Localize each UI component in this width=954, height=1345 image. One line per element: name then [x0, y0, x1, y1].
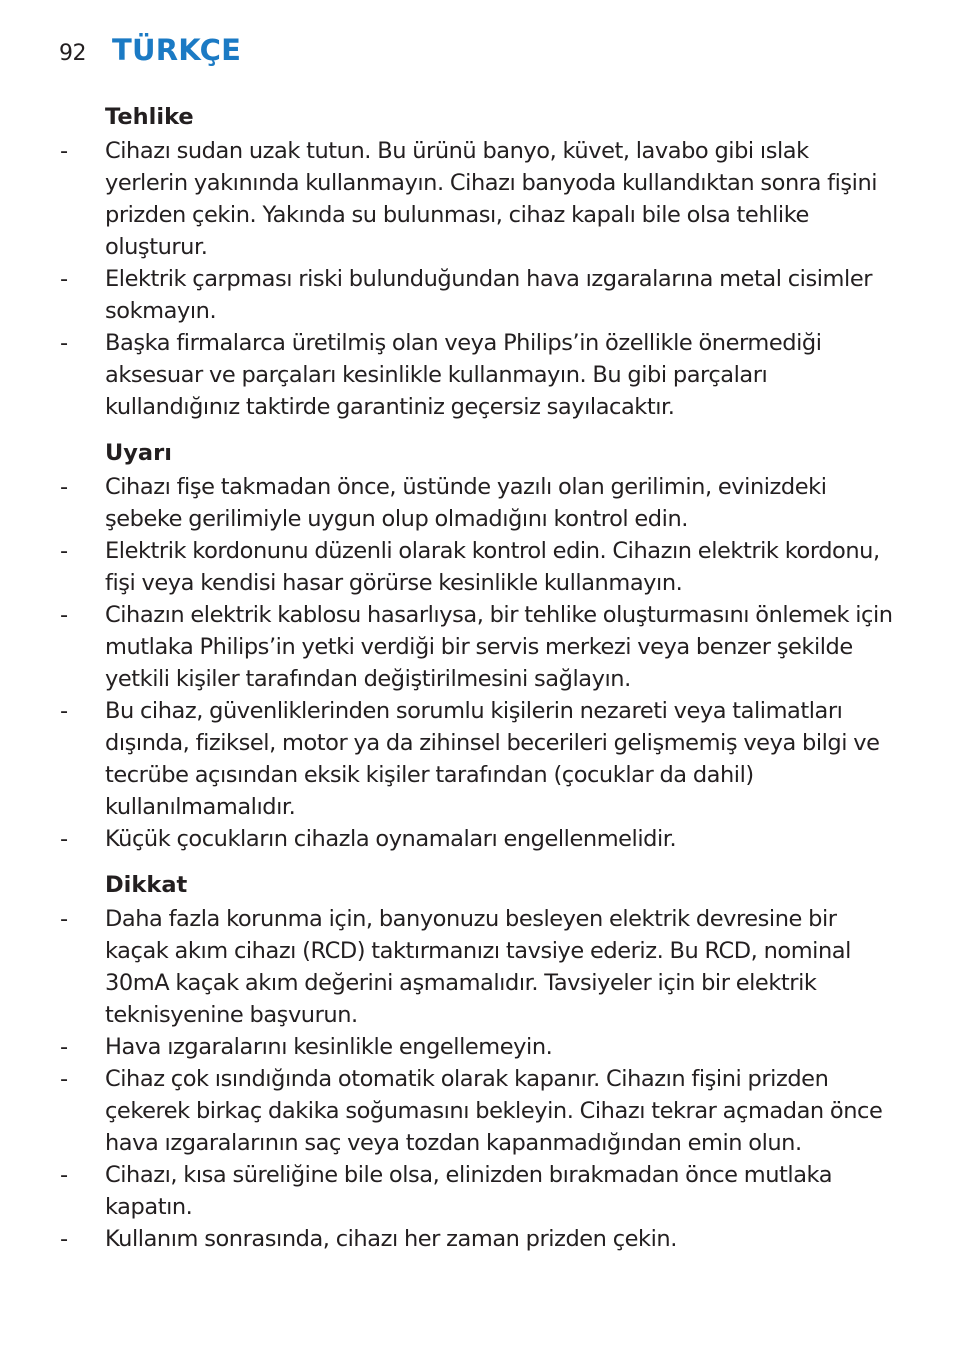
bullet-dash: -: [60, 266, 68, 292]
list-item-text: Başka firmalarca üretilmiş olan veya Philips’in özellikle önermediği aksesuar ve parçaları kesinlikle kullanmayın. Bu gibi parçaları kullandığınız taktirde garantiniz geçersiz sayılacaktır.: [105, 330, 822, 420]
language-title: TÜRKÇE: [112, 33, 242, 67]
safety-content: [0, 101, 954, 1269]
list-item-text: Cihazı fişe takmadan önce, üstünde yazılı olan gerilimin, evinizdeki şebeke gerilimiyle uygun olup olmadığını kontrol edin.: [105, 474, 827, 532]
bullet-dash: -: [60, 826, 68, 852]
bullet-dash: -: [60, 474, 68, 500]
list-item: [0, 599, 954, 695]
bullet-dash: -: [60, 906, 68, 932]
list-item-text: Daha fazla korunma için, banyonuzu besleyen elektrik devresine bir kaçak akım cihazı (RCD) taktırmanızı tavsiye ederiz. Bu RCD, nominal 30mA kaçak akım değerini aşmamalıdır. Tavsiyeler için bir elektrik teknisyenine başvurun.: [105, 906, 851, 1028]
section-dikkat: [0, 869, 954, 1255]
list-item-text: Hava ızgaralarını kesinlikle engellemeyin.: [105, 1034, 553, 1060]
page-number: 92: [59, 41, 86, 66]
section-heading: Dikkat: [105, 872, 188, 898]
list-item-text: Elektrik çarpması riski bulunduğundan hava ızgaralarına metal cisimler sokmayın.: [105, 266, 873, 324]
section-heading: Tehlike: [105, 104, 194, 130]
list-item-text: Cihazı, kısa süreliğine bile olsa, elinizden bırakmadan önce mutlaka kapatın.: [105, 1162, 833, 1220]
list-item: [0, 535, 954, 599]
bullet-dash: -: [60, 330, 68, 356]
list-item: [0, 263, 954, 327]
bullet-dash: -: [60, 1226, 68, 1252]
list-item: [0, 903, 954, 1031]
list-item: [0, 1159, 954, 1223]
section-heading: Uyarı: [105, 440, 172, 466]
bullet-dash: -: [60, 138, 68, 164]
bullet-dash: -: [60, 602, 68, 628]
bullet-dash: -: [60, 1066, 68, 1092]
list-item: [0, 1063, 954, 1159]
list-item-text: Kullanım sonrasında, cihazı her zaman prizden çekin.: [105, 1226, 677, 1252]
list-item: [0, 695, 954, 823]
list-item-text: Cihaz çok ısındığında otomatik olarak kapanır. Cihazın fişini prizden çekerek birkaç dakika soğumasını bekleyin. Cihazı tekrar açmadan önce hava ızgaralarının saç veya tozdan kapanmadığından emin olun.: [105, 1066, 883, 1156]
list-item: [0, 135, 954, 263]
bullet-dash: -: [60, 1162, 68, 1188]
section-uyari: [0, 437, 954, 855]
bullet-dash: -: [60, 538, 68, 564]
list-item-text: Bu cihaz, güvenliklerinden sorumlu kişilerin nezareti veya talimatları dışında, fiziksel, motor ya da zihinsel becerileri gelişmemiş veya bilgi ve tecrübe açısından eksik kişiler tarafından (çocuklar da dahil) kullanılmamalıdır.: [105, 698, 880, 820]
list-item: [0, 1031, 954, 1063]
list-item-text: Küçük çocukların cihazla oynamaları engellenmelidir.: [105, 826, 677, 852]
section-tehlike: [0, 101, 954, 423]
list-item-text: Cihazın elektrik kablosu hasarlıysa, bir tehlike oluşturmasını önlemek için mutlaka Philips’in yetki verdiği bir servis merkezi veya benzer şekilde yetkili kişiler tarafından değiştirilmesini sağlayın.: [105, 602, 893, 692]
list-item: [0, 1223, 954, 1255]
list-item: [0, 327, 954, 423]
bullet-dash: -: [60, 698, 68, 724]
page-header: [59, 33, 241, 73]
list-item: [0, 823, 954, 855]
list-item: [0, 471, 954, 535]
list-item-text: Cihazı sudan uzak tutun. Bu ürünü banyo, küvet, lavabo gibi ıslak yerlerin yakınında kullanmayın. Cihazı banyoda kullandıktan sonra fişini prizden çekin. Yakında su bulunması, cihaz kapalı bile olsa tehlike oluşturur.: [105, 138, 878, 260]
list-item-text: Elektrik kordonunu düzenli olarak kontrol edin. Cihazın elektrik kordonu, fişi veya kendisi hasar görürse kesinlikle kullanmayın.: [105, 538, 880, 596]
bullet-dash: -: [60, 1034, 68, 1060]
